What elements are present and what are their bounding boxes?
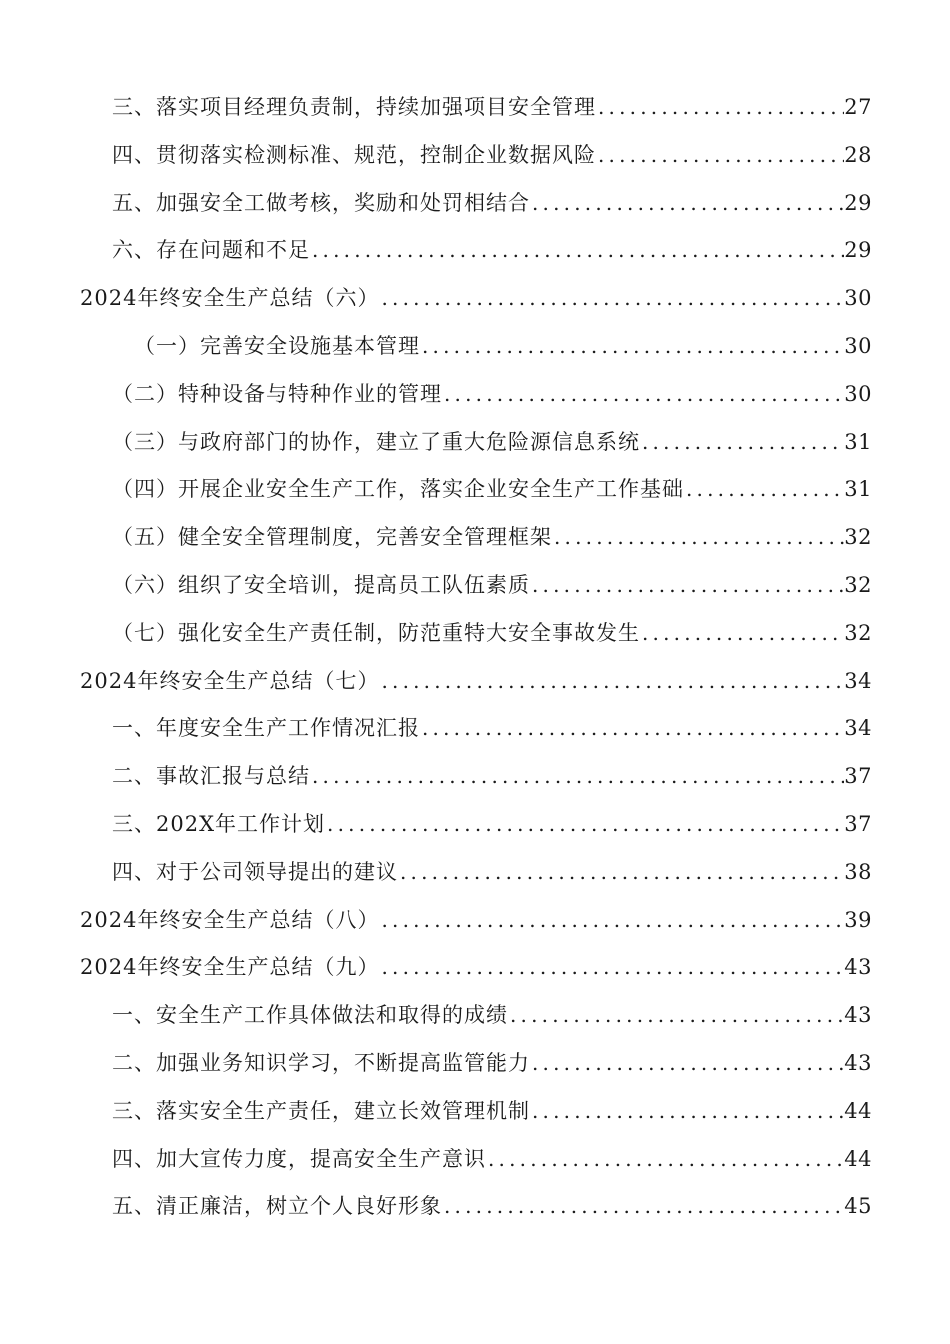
toc-entry-page: 32 [844, 572, 872, 597]
toc-entry[interactable] [0, 180, 950, 228]
toc-entry-title: （二）特种设备与特种作业的管理 [112, 381, 442, 406]
toc-dot-leader [552, 514, 844, 562]
toc-dot-leader [530, 562, 844, 610]
toc-dot-leader [325, 801, 844, 849]
toc-dot-leader [530, 180, 844, 228]
toc-entry[interactable] [0, 227, 950, 275]
toc-entry-page: 37 [844, 764, 872, 789]
toc-entry-title: （七）强化安全生产责任制，防范重特大安全事故发生 [112, 620, 640, 645]
toc-entry-title: 五、加强安全工做考核，奖励和处罚相结合 [112, 190, 530, 215]
toc-entry-title: 四、加大宣传力度，提高安全生产意识 [112, 1146, 486, 1171]
toc-entry[interactable] [0, 992, 950, 1040]
toc-entry[interactable] [0, 849, 950, 897]
toc-entry-page: 32 [844, 620, 872, 645]
toc-entry[interactable] [0, 1136, 950, 1184]
toc-dot-leader [379, 944, 844, 992]
toc-dot-leader [398, 849, 844, 897]
toc-entry-title: 2024年终安全生产总结（九） [80, 955, 380, 980]
toc-dot-leader [684, 466, 844, 514]
toc-entry[interactable] [0, 562, 950, 610]
toc-entry-page: 34 [844, 716, 872, 741]
toc-entry-title: 二、事故汇报与总结 [112, 764, 310, 789]
toc-entry-page: 39 [844, 907, 872, 932]
toc-entry[interactable] [0, 84, 950, 132]
toc-entry[interactable] [0, 801, 950, 849]
table-of-contents [0, 84, 950, 1231]
toc-entry-page: 31 [844, 477, 872, 502]
toc-dot-leader [379, 658, 844, 706]
toc-entry-title: 三、落实安全生产责任，建立长效管理机制 [112, 1098, 530, 1123]
toc-dot-leader [640, 419, 844, 467]
toc-entry[interactable] [0, 1040, 950, 1088]
toc-entry[interactable] [0, 897, 950, 945]
toc-entry-page: 43 [844, 955, 872, 980]
toc-dot-leader [379, 897, 844, 945]
toc-entry[interactable] [0, 705, 950, 753]
toc-entry-page: 44 [844, 1098, 872, 1123]
toc-entry[interactable] [0, 419, 950, 467]
toc-dot-leader [596, 84, 844, 132]
toc-entry-title: （六）组织了安全培训，提高员工队伍素质 [112, 572, 530, 597]
toc-entry[interactable] [0, 658, 950, 706]
toc-entry[interactable] [0, 466, 950, 514]
toc-entry[interactable] [0, 514, 950, 562]
toc-dot-leader [379, 275, 844, 323]
toc-entry-title: 三、落实项目经理负责制，持续加强项目安全管理 [112, 95, 596, 119]
toc-entry-page: 28 [844, 142, 872, 167]
toc-entry-page: 43 [844, 1003, 872, 1028]
toc-entry-title: 六、存在问题和不足 [112, 238, 310, 263]
toc-entry-page: 27 [844, 95, 872, 119]
toc-dot-leader [596, 132, 844, 180]
toc-entry-page: 34 [844, 668, 872, 693]
toc-entry-title: （三）与政府部门的协作，建立了重大危险源信息系统 [112, 429, 640, 454]
toc-entry-page: 29 [844, 190, 872, 215]
toc-entry-page: 44 [844, 1146, 872, 1171]
toc-entry[interactable] [0, 323, 950, 371]
toc-entry-title: 二、加强业务知识学习，不断提高监管能力 [112, 1050, 530, 1075]
toc-entry-title: 三、202X年工作计划 [112, 811, 326, 836]
toc-entry[interactable] [0, 944, 950, 992]
toc-entry-page: 30 [844, 381, 872, 406]
toc-dot-leader [420, 323, 844, 371]
toc-dot-leader [442, 371, 844, 419]
toc-entry[interactable] [0, 1088, 950, 1136]
toc-entry[interactable] [0, 753, 950, 801]
toc-entry-title: （四）开展企业安全生产工作，落实企业安全生产工作基础 [112, 477, 684, 502]
toc-entry-page: 29 [844, 238, 872, 263]
toc-entry-page: 32 [844, 525, 872, 550]
toc-entry-page: 31 [844, 429, 872, 454]
toc-dot-leader [530, 1088, 844, 1136]
toc-entry-page: 30 [844, 286, 872, 311]
toc-entry-title: 五、清正廉洁，树立个人良好形象 [112, 1194, 442, 1219]
toc-entry-title: 一、年度安全生产工作情况汇报 [112, 716, 420, 741]
toc-entry-title: 四、对于公司领导提出的建议 [112, 859, 398, 884]
toc-dot-leader [508, 992, 844, 1040]
toc-dot-leader [486, 1136, 844, 1184]
toc-entry-title: 一、安全生产工作具体做法和取得的成绩 [112, 1003, 508, 1028]
toc-entry[interactable] [0, 610, 950, 658]
toc-entry-page: 37 [844, 811, 872, 836]
toc-entry[interactable] [0, 371, 950, 419]
toc-dot-leader [442, 1183, 844, 1231]
toc-entry-title: （五）健全安全管理制度，完善安全管理框架 [112, 525, 552, 550]
toc-entry[interactable] [0, 275, 950, 323]
toc-entry-page: 30 [844, 333, 872, 358]
toc-entry-title: 四、贯彻落实检测标准、规范，控制企业数据风险 [112, 142, 596, 167]
toc-dot-leader [640, 610, 844, 658]
toc-entry-page: 45 [844, 1194, 872, 1219]
toc-dot-leader [530, 1040, 844, 1088]
toc-entry-title: （一）完善安全设施基本管理 [134, 333, 420, 358]
toc-dot-leader [310, 753, 844, 801]
toc-entry[interactable] [0, 1183, 950, 1231]
toc-entry-title: 2024年终安全生产总结（八） [80, 907, 380, 932]
toc-dot-leader [310, 227, 844, 275]
toc-entry-page: 43 [844, 1050, 872, 1075]
toc-entry[interactable] [0, 132, 950, 180]
toc-entry-title: 2024年终安全生产总结（六） [80, 286, 380, 311]
toc-entry-page: 38 [844, 859, 872, 884]
toc-entry-title: 2024年终安全生产总结（七） [80, 668, 380, 693]
toc-dot-leader [420, 705, 844, 753]
